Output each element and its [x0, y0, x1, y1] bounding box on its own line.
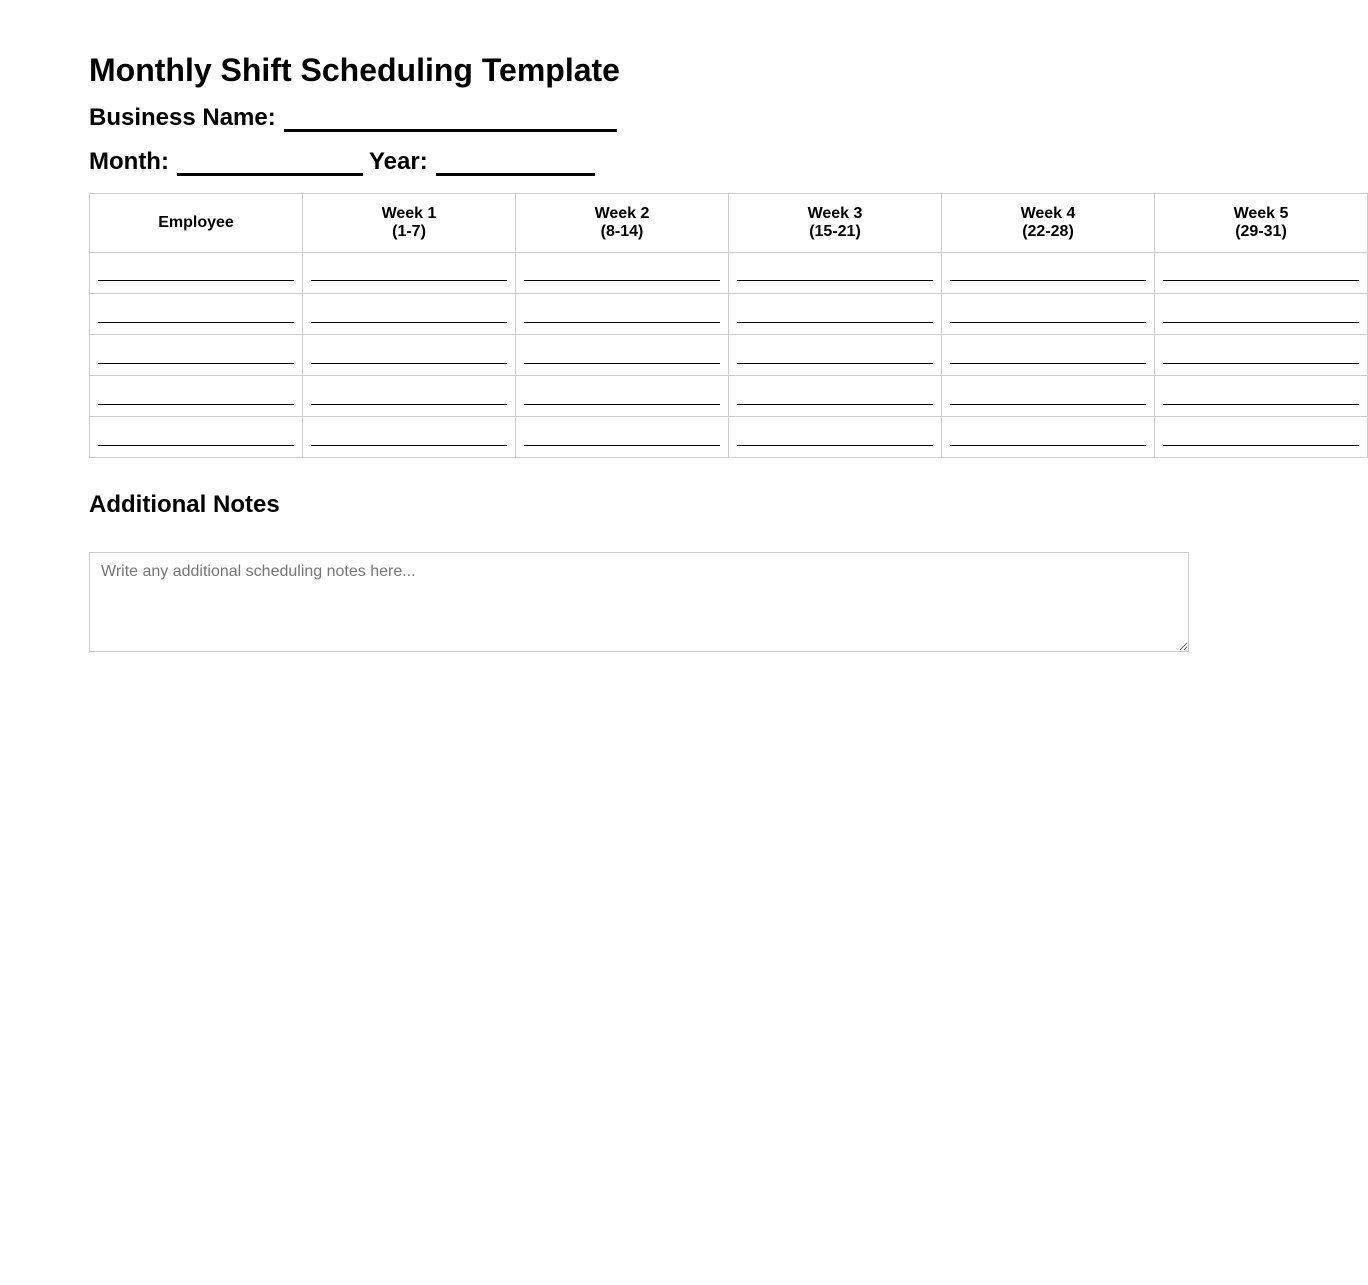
shift-cell[interactable] — [729, 335, 942, 376]
column-header-line2: (29-31) — [1235, 223, 1287, 240]
shift-cell[interactable] — [1155, 335, 1368, 376]
column-header-employee — [90, 194, 303, 253]
write-in-line — [950, 280, 1146, 281]
write-in-line — [524, 404, 720, 405]
shift-cell[interactable] — [303, 376, 516, 417]
year-label: Year: — [368, 148, 428, 175]
business-name-label: Business Name: — [89, 104, 276, 131]
shift-cell[interactable] — [942, 253, 1155, 294]
notes-textarea[interactable] — [89, 552, 1189, 652]
write-in-line — [1163, 322, 1359, 323]
write-in-line — [98, 363, 294, 364]
business-name-line — [89, 104, 623, 132]
shift-cell[interactable] — [303, 335, 516, 376]
shift-cell[interactable] — [303, 417, 516, 458]
write-in-line — [737, 404, 933, 405]
shift-cell[interactable] — [303, 294, 516, 335]
column-header-line1: Week 2 — [594, 205, 650, 222]
employee-cell[interactable] — [90, 335, 303, 376]
write-in-line — [98, 322, 294, 323]
schedule-table — [89, 193, 1368, 458]
table-row — [90, 253, 1368, 294]
column-header-week-2 — [516, 194, 729, 253]
column-header-line2: (22-28) — [1022, 223, 1074, 240]
write-in-line — [98, 404, 294, 405]
write-in-line — [737, 322, 933, 323]
write-in-line — [950, 404, 1146, 405]
write-in-line — [1163, 280, 1359, 281]
write-in-line — [950, 322, 1146, 323]
employee-cell[interactable] — [90, 417, 303, 458]
table-row — [90, 417, 1368, 458]
write-in-line — [98, 280, 294, 281]
column-header-week-4 — [942, 194, 1155, 253]
table-row — [90, 294, 1368, 335]
shift-cell[interactable] — [516, 335, 729, 376]
write-in-line — [98, 445, 294, 446]
column-header-line1: Employee — [158, 214, 234, 231]
month-year-line — [89, 148, 601, 176]
column-header-week-3 — [729, 194, 942, 253]
shift-cell[interactable] — [729, 294, 942, 335]
schedule-body — [90, 253, 1368, 458]
shift-cell[interactable] — [1155, 417, 1368, 458]
write-in-line — [311, 280, 507, 281]
write-in-line — [524, 363, 720, 364]
write-in-line — [311, 445, 507, 446]
notes-heading: Additional Notes — [89, 491, 280, 518]
year-blank — [436, 151, 595, 176]
business-name-blank — [284, 107, 617, 132]
table-row — [90, 335, 1368, 376]
shift-cell[interactable] — [516, 376, 729, 417]
schedule-table-wrapper — [89, 193, 1289, 458]
write-in-line — [524, 445, 720, 446]
column-header-week-5 — [1155, 194, 1368, 253]
shift-cell[interactable] — [303, 253, 516, 294]
column-header-line1: Week 1 — [381, 205, 437, 222]
table-header-row — [90, 194, 1368, 253]
write-in-line — [737, 280, 933, 281]
write-in-line — [950, 445, 1146, 446]
shift-cell[interactable] — [942, 376, 1155, 417]
write-in-line — [1163, 445, 1359, 446]
write-in-line — [737, 363, 933, 364]
month-label: Month: — [89, 148, 169, 175]
shift-cell[interactable] — [1155, 376, 1368, 417]
write-in-line — [524, 322, 720, 323]
column-header-line2: (15-21) — [809, 223, 861, 240]
employee-cell[interactable] — [90, 376, 303, 417]
column-header-line2: (1-7) — [392, 223, 426, 240]
shift-cell[interactable] — [1155, 253, 1368, 294]
write-in-line — [737, 445, 933, 446]
shift-cell[interactable] — [516, 294, 729, 335]
column-header-line1: Week 4 — [1020, 205, 1076, 222]
write-in-line — [311, 404, 507, 405]
write-in-line — [1163, 404, 1359, 405]
employee-cell[interactable] — [90, 294, 303, 335]
table-row — [90, 376, 1368, 417]
write-in-line — [524, 280, 720, 281]
shift-cell[interactable] — [729, 417, 942, 458]
shift-cell[interactable] — [516, 417, 729, 458]
shift-cell[interactable] — [942, 294, 1155, 335]
write-in-line — [311, 322, 507, 323]
month-blank — [177, 151, 363, 176]
write-in-line — [950, 363, 1146, 364]
page-title: Monthly Shift Scheduling Template — [89, 52, 620, 88]
shift-cell[interactable] — [516, 253, 729, 294]
shift-cell[interactable] — [729, 376, 942, 417]
column-header-week-1 — [303, 194, 516, 253]
shift-cell[interactable] — [1155, 294, 1368, 335]
write-in-line — [311, 363, 507, 364]
employee-cell[interactable] — [90, 253, 303, 294]
shift-cell[interactable] — [942, 417, 1155, 458]
column-header-line1: Week 3 — [807, 205, 863, 222]
column-header-line1: Week 5 — [1233, 205, 1289, 222]
shift-cell[interactable] — [942, 335, 1155, 376]
write-in-line — [1163, 363, 1359, 364]
shift-cell[interactable] — [729, 253, 942, 294]
column-header-line2: (8-14) — [600, 223, 644, 240]
